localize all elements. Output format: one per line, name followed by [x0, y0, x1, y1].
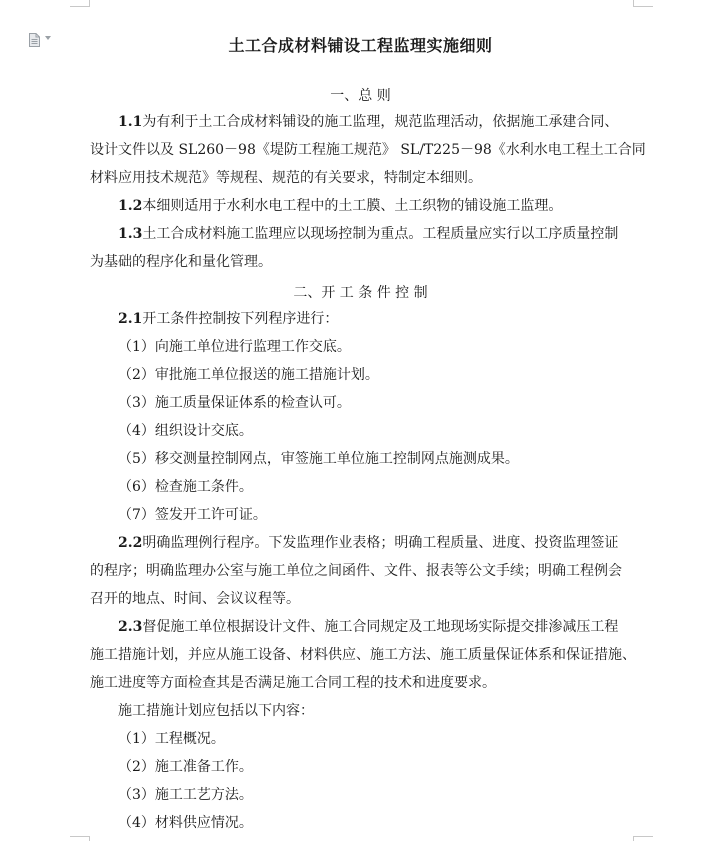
paragraph-line: 2.2明确监理例行程序。下发监理作业表格；明确工程质量、进度、投资监理签证	[118, 535, 619, 551]
list-item: （7）签发开工许可证。	[118, 507, 267, 523]
paragraph-line: 施工进度等方面检查其是否满足施工合同工程的技术和进度要求。	[90, 675, 496, 691]
list-item: （3）施工工艺方法。	[118, 787, 253, 803]
clause-number: 2.2	[118, 535, 143, 551]
list-item: （6）检查施工条件。	[118, 479, 253, 495]
paragraph-line: 1.3土工合成材料施工监理应以现场控制为重点。工程质量应实行以工序质量控制	[118, 226, 619, 242]
paragraph-line: 设计文件以及 SL260－98《堤防工程施工规范》 SL/T225－98《水利水电工程土工合同	[90, 142, 646, 158]
paragraph-line: 1.2本细则适用于水利水电工程中的土工膜、土工织物的铺设施工监理。	[118, 198, 563, 214]
crop-mark	[70, 836, 90, 837]
section-heading-start-conditions: 二、开 工 条 件 控 制	[293, 285, 428, 301]
list-item: （4）材料供应情况。	[118, 815, 253, 831]
list-item: （1）向施工单位进行监理工作交底。	[118, 339, 351, 355]
crop-mark	[89, 836, 90, 841]
list-item: （1）工程概况。	[118, 731, 225, 747]
crop-mark	[70, 6, 90, 7]
paragraph-line: 材料应用技术规范》等规程、规范的有关要求，特制定本细则。	[90, 170, 482, 186]
paragraph-line: 1.1为有利于土工合成材料铺设的施工监理，规范监理活动，依据施工承建合同、	[118, 114, 619, 130]
list-item: （2）审批施工单位报送的施工措施计划。	[118, 367, 379, 383]
document-title: 土工合成材料铺设工程监理实施细则	[228, 36, 493, 55]
crop-mark	[633, 6, 653, 7]
paragraph-line: 2.1开工条件控制按下列程序进行：	[118, 311, 339, 327]
paragraph-line: 施工措施计划应包括以下内容：	[118, 703, 314, 719]
clause-number: 1.2	[118, 198, 143, 214]
paragraph-line: 2.3督促施工单位根据设计文件、施工合同规定及工地现场实际提交排渗减压工程	[118, 619, 619, 635]
clause-number: 1.1	[118, 114, 143, 130]
clause-number: 1.3	[118, 226, 143, 242]
section-heading-general: 一、总 则	[330, 88, 391, 104]
crop-mark	[89, 0, 90, 7]
paragraph-line: 召开的地点、时间、会议议程等。	[90, 591, 300, 607]
crop-mark	[633, 836, 634, 841]
crop-mark	[633, 836, 653, 837]
list-item: （5）移交测量控制网点，审签施工单位施工控制网点施测成果。	[118, 451, 519, 467]
list-item: （3）施工质量保证体系的检查认可。	[118, 395, 351, 411]
clause-number: 2.3	[118, 619, 143, 635]
crop-mark	[633, 0, 634, 7]
list-item: （4）组织设计交底。	[118, 423, 253, 439]
paragraph-line: 施工措施计划，并应从施工设备、材料供应、施工方法、施工质量保证体系和保证措施、	[90, 647, 636, 663]
paragraph-line: 为基础的程序化和量化管理。	[90, 254, 272, 270]
clause-number: 2.1	[118, 311, 143, 327]
list-item: （2）施工准备工作。	[118, 759, 253, 775]
paragraph-line: 的程序；明确监理办公室与施工单位之间函件、文件、报表等公文手续；明确工程例会	[90, 563, 622, 579]
